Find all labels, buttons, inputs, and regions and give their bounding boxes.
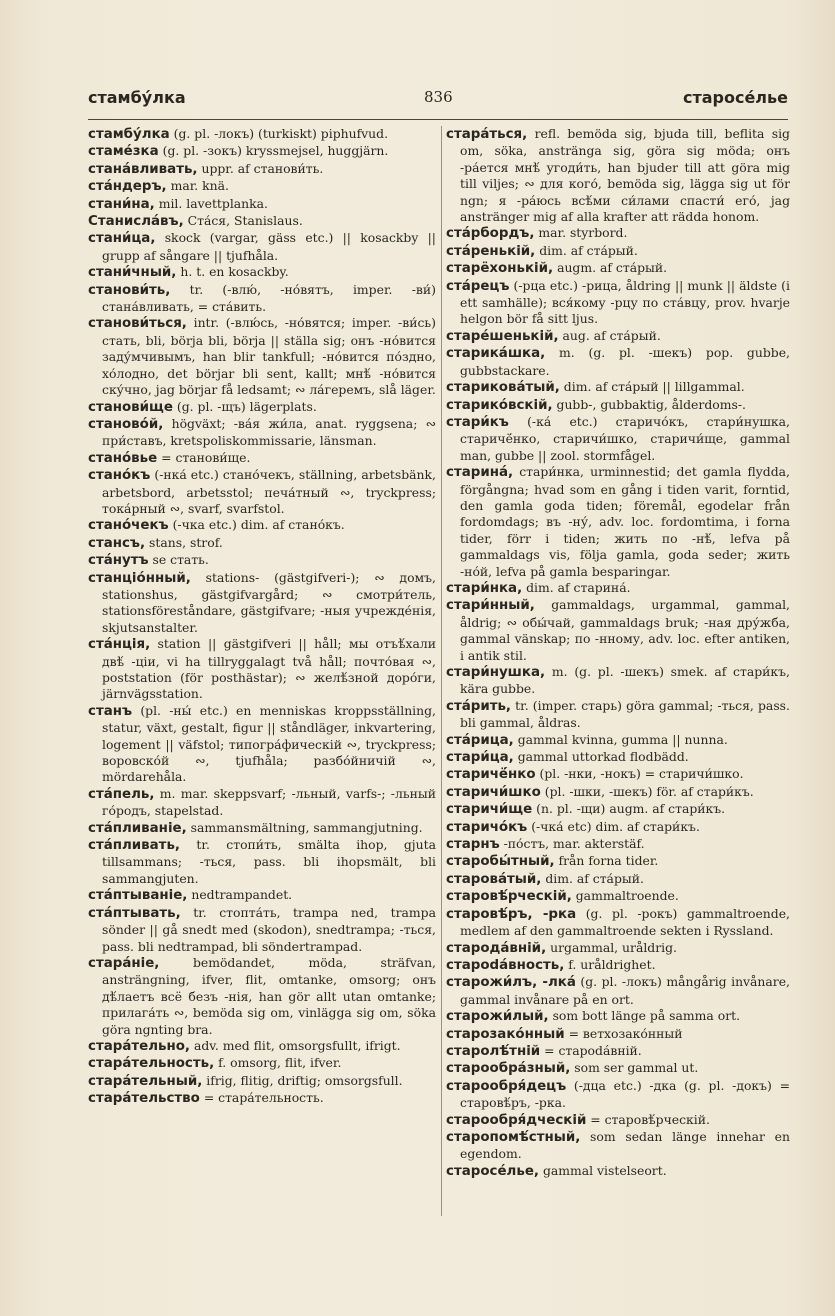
dictionary-entry (446, 906, 790, 940)
entry-definition: stans, strof. (149, 534, 223, 550)
entry-headword: старода́вній, (446, 940, 547, 956)
dictionary-entry (446, 801, 790, 818)
entry-definition: (-дца etc.) -дка (g. pl. -докъ) = старовѣ́ръ, -рка. (460, 1077, 790, 1111)
dictionary-entry (88, 213, 436, 230)
entry-headword: ста́ренькій, (446, 243, 536, 259)
entry-headword: старика́шка, (446, 346, 546, 362)
entry-headword: стари́нный, (446, 598, 535, 614)
entry-definition: se стать. (152, 552, 209, 568)
dictionary-entry (88, 955, 436, 1038)
dictionary-entry (446, 698, 790, 732)
entry-definition: nedtrampandet. (191, 887, 293, 903)
entry-headword: станъ (88, 703, 133, 719)
entry-definition: = старовѣ́рческій. (590, 1111, 710, 1127)
dictionary-entry (446, 957, 790, 974)
entry-definition: mar. knä. (170, 178, 229, 194)
entry-headword: станови́ще (88, 399, 173, 415)
entry-headword: ста́нутъ (88, 553, 149, 569)
entry-definition: dim. af ста́рый. (539, 242, 638, 258)
left-running-headword: стамбу́лка (88, 88, 186, 107)
entry-definition: = стара́тельность. (203, 1090, 324, 1106)
entry-definition: adv. med flit, omsorgsfullt, ifrigt. (193, 1037, 401, 1053)
entry-headword: ста́птываніе, (88, 888, 188, 904)
entry-definition: som bott länge på samma ort. (552, 1008, 741, 1024)
entry-headword: старовѣ́рческій, (446, 889, 572, 905)
entry-headword: стани́чный, (88, 265, 177, 281)
entry-headword: старобы́тный, (446, 854, 555, 870)
entry-definition: (pl. -шки, -шекъ) för. af стари́къ. (544, 783, 754, 799)
entry-headword: стани́ца, (88, 231, 156, 247)
entry-headword: стаме́зка (88, 144, 159, 160)
entry-definition: gammaltroende. (575, 888, 679, 904)
dictionary-entry (88, 905, 436, 955)
entry-definition: (-чка́ etc) dim. af стари́къ. (531, 818, 700, 834)
entry-definition: = ветхозако́нный (568, 1025, 683, 1041)
entry-definition: station || gästgifveri || håll; мы отъѣ́хали двѣ́ -ціи, vi ha tillryggalagt två håll; почто́вая ∾, poststation (för posthästar); ∾ желѣ́зной доро́ги, järnvägsstation. (102, 636, 436, 702)
entry-headword: стано́къ (88, 468, 151, 484)
entry-definition: (-нка́ etc.) стано́чекъ, ställning, arbetsbänk, arbetsbord, arbetsstol; печа́тный ∾, tryckpress; тока́рный ∾, svarf, svarfstol. (102, 467, 436, 516)
entry-definition: gammal kvinna, gumma || nunna. (517, 731, 728, 747)
entry-headword: стансъ, (88, 535, 146, 551)
entry-headword: стани́на, (88, 196, 155, 212)
dictionary-entry (446, 328, 790, 345)
dictionary-entry (446, 784, 790, 801)
entry-definition: = станови́ще. (161, 449, 251, 465)
dictionary-entry (446, 1129, 790, 1163)
entry-headword: стано́чекъ (88, 518, 169, 534)
entry-headword: стано́вье (88, 450, 158, 466)
dictionary-entry (88, 264, 436, 281)
entry-headword: старина́, (446, 465, 514, 481)
dictionary-entry (446, 888, 790, 905)
entry-definition: m. (g. pl. -шекъ) smek. af стари́къ, kära gubbe. (460, 664, 790, 697)
entry-headword: ста́рить, (446, 698, 512, 714)
dictionary-entry (88, 517, 436, 534)
dictionary-entry (88, 178, 436, 195)
entry-headword: старико́вскій, (446, 397, 553, 413)
dictionary-entry (446, 853, 790, 870)
entry-definition: (g. pl. -зокъ) kryssmejsel, huggjärn. (162, 143, 389, 159)
dictionary-entry (446, 766, 790, 783)
entry-definition: urgammal, uråldrig. (550, 939, 677, 955)
entry-headword: старичи́шко (446, 784, 541, 800)
dictionary-entry (88, 315, 436, 398)
dictionary-entry (446, 225, 790, 242)
dictionary-entry (446, 597, 790, 664)
entry-headword: старолѣ́тній (446, 1043, 541, 1059)
dictionary-entry (88, 703, 436, 786)
dictionary-entry (446, 397, 790, 414)
entry-definition: ifrig, flitig, driftig; omsorgsfull. (206, 1072, 403, 1088)
dictionary-entry (446, 414, 790, 464)
dictionary-entry (446, 871, 790, 888)
entry-headword: ста́птывать, (88, 905, 181, 921)
entry-definition: стари́нка, urminnestid; det gamla flydda, förgångna; hvad som en gång i tiden varit, forntid, den gamla goda tiden; föremål, egodelar från fordomdags; въ -ну́, adv. loc. fordomtima, i forna tider, förr i tiden; жить по -нѣ́, lefva på gammaldags vis, följa gamla, goda seder; жить -но́й, lefva på gamla besparingar. (460, 464, 790, 579)
entry-headword: стара́ніе, (88, 955, 160, 971)
entry-headword: старовѣ́ръ, -рка (446, 906, 577, 922)
entry-definition: gubb-, gubbaktig, ålderdoms-. (556, 396, 746, 412)
entry-headword: стара́ться, (446, 127, 528, 142)
entry-definition: (g. pl. -щъ) lägerplats. (176, 398, 317, 414)
entry-definition: tr. стопи́ть, smälta ihop, gjuta tillsammans; -ться, pass. bli ihopsmält, bli sammangjuten. (102, 837, 436, 886)
dictionary-entry (446, 1008, 790, 1025)
dictionary-entry (446, 1112, 790, 1129)
entry-definition: skock (vargar, gäss etc.) || kosackby || grupp af sångare || tjufhåla. (102, 230, 436, 263)
entry-definition: (n. pl. -щи) augm. af стари́къ. (536, 801, 726, 817)
entry-headword: стари́нка, (446, 580, 523, 596)
entry-definition: dim. af старина́. (526, 579, 631, 595)
entry-definition: tr. стопта́ть, trampa ned, trampa sönder || gå snedt med (skodon), snedtrampa; -ться, pass. bli nedtrampad, bli söndertrampad. (102, 904, 436, 954)
entry-headword: старнъ (446, 837, 500, 853)
entry-definition: gammaldags, urgammal, gammal, åldrig; ∾ обы́чай, gammaldags bruk; -ная дру́жба, gammal vänskap; по -нному, adv. loc. efter antiken, i antik stil. (460, 597, 790, 663)
dictionary-entry (446, 1043, 790, 1060)
dictionary-entry (88, 1055, 436, 1072)
entry-headword: старопомѣ́стный, (446, 1129, 581, 1145)
dictionary-entry (446, 278, 790, 328)
entry-headword: старичё́нко (446, 767, 536, 783)
entry-definition: (-рца etc.) -рица, åldring || munk || äldste (i ett samhälle); вся́кому -рцу по ста́вцу, prov. hvarje helgon bör få sitt ljus. (460, 277, 790, 327)
entry-headword: старозако́нный (446, 1026, 565, 1042)
entry-headword: стара́тельный, (88, 1073, 203, 1089)
entry-headword: стара́тельно, (88, 1038, 191, 1054)
entry-headword: старожи́лъ, -лка́ (446, 975, 576, 991)
entry-definition: dim. af ста́рый || lillgammal. (563, 379, 745, 395)
entry-definition: (pl. -ны́ etc.) en menniskas kroppsställning, statur, växt, gestalt, figur || ståndläger, inkvartering, logement || väfstol; типогра́фическій ∾, tryckpress; воровско́й ∾, tjufhåla; разбо́йничій ∾, mördarehåla. (102, 702, 436, 785)
dictionary-entry (88, 786, 436, 820)
entry-definition: = староdáвній. (544, 1042, 642, 1058)
entry-headword: старёхонькій, (446, 261, 554, 277)
entry-definition: refl. bemöda sig, bjuda till, beflita sig om, söka, anstränga sig, göra sig möda; онъ -ра́ется мнѣ́ угоди́ть, han bjuder till att göra mig till viljes; ∾ для кого́, bemöda sig, lägga sig ut för ngn; я -ра́юсь всѣ́ми си́лами спасти́ его́, jag anstränger mig af alla krafter att rädda honom. (460, 126, 790, 225)
dictionary-entry (446, 1060, 790, 1077)
entry-headword: ста́пливать, (88, 838, 181, 854)
dictionary-entry (88, 126, 436, 143)
dictionary-entry (446, 940, 790, 957)
dictionary-entry (88, 1073, 436, 1090)
dictionary-entry (446, 749, 790, 766)
dictionary-entry (446, 260, 790, 277)
entry-definition: f. omsorg, flit, ifver. (218, 1055, 342, 1071)
entry-definition: Ста́ся, Stanislaus. (187, 213, 303, 229)
entry-headword: ста́пливаніе, (88, 820, 187, 836)
dictionary-entry (88, 636, 436, 703)
entry-headword: станово́й, (88, 416, 164, 432)
entry-definition: högväxt; -ва́я жи́ла, anat. ryggsena; ∾ при́ставъ, kretspoliskommissarie, länsman. (102, 415, 436, 449)
entry-definition: tr. (imper. старь) göra gammal; -ться, pass. bli gammal, åldras. (460, 697, 790, 731)
entry-headword: старова́тый, (446, 871, 542, 887)
entry-definition: m. mar. skeppsvarf; -льный, varfs-; -льный го́родъ, stapelstad. (102, 785, 436, 819)
entry-definition: uppr. af станови́ть. (201, 160, 324, 176)
dictionary-entry (88, 196, 436, 213)
dictionary-entry (446, 836, 790, 853)
entry-definition: från forna tider. (558, 853, 659, 869)
dictionary-entry (88, 282, 436, 316)
entry-definition: gammal vistelseort. (542, 1162, 667, 1178)
entry-headword: старообра́зный, (446, 1061, 571, 1077)
dictionary-entry (88, 450, 436, 467)
dictionary-entry (446, 345, 790, 379)
dictionary-entry (88, 230, 436, 264)
dictionary-entry (88, 570, 436, 637)
entry-headword: ста́нція, (88, 637, 151, 653)
dictionary-entry (88, 820, 436, 837)
entry-definition: (g. pl. -локъ) (turkiskt) piphufvud. (173, 126, 389, 141)
entry-headword: старе́шенькій, (446, 328, 559, 344)
entry-definition: tr. (-влю́, -но́вятъ, imper. -ви́) стана́вливать, = ста́вить. (102, 281, 436, 315)
entry-headword: Станисла́въ, (88, 214, 184, 230)
left-column (88, 126, 436, 1226)
dictionary-entry (88, 1038, 436, 1055)
dictionary-entry (88, 535, 436, 552)
dictionary-entry (88, 161, 436, 178)
dictionary-entry (446, 1163, 790, 1180)
entry-headword: стари́нушка, (446, 665, 546, 680)
dictionary-entry (446, 126, 790, 225)
entry-headword: старичи́ще (446, 802, 533, 818)
dictionary-entry (446, 819, 790, 836)
entry-definition: (g. pl. -локъ) mångårig invånare, gammal invånare på en ort. (460, 974, 790, 1007)
entry-definition: (-ка́ etc.) старичо́къ, стари́нушка, старичё́нко, старичи́шко, старичи́ще, gammal man, gubbe || zool. stormfågel. (460, 413, 790, 463)
entry-headword: ста́рецъ (446, 278, 510, 294)
entry-definition: stations- (gästgifveri-); ∾ домъ, stationshus, gästgifvargård; ∾ смотри́тель, stationsföreståndare, gästgifvare; -ныя учрежде́нія, skjutsanstalter. (102, 569, 436, 635)
page-header (88, 86, 788, 112)
entry-headword: староdáвность, (446, 957, 565, 973)
entry-definition: bemödandet, möda, sträfvan, ansträngning, ifver, flit, omtanke, omsorg; онъ дѣ́лаетъ всё безъ -нія, han gör allt utan omtanke; прилага́ть ∾, bemöda sig om, vinlägga sig om, söka göra ngnting bra. (102, 954, 436, 1037)
entry-headword: ста́рбордъ, (446, 226, 535, 242)
entry-definition: som sedan länge innehar en egendom. (460, 1128, 790, 1162)
entry-definition: mil. lavettplanka. (158, 195, 268, 211)
entry-definition: (pl. -нки, -нокъ) = старичи́шко. (539, 766, 744, 782)
dictionary-entry (446, 1078, 790, 1112)
dictionary-entry (88, 399, 436, 416)
entry-headword: стари́къ (446, 414, 509, 430)
dictionary-entry (446, 243, 790, 260)
entry-headword: старикова́тый, (446, 380, 560, 396)
entry-definition: aug. af ста́рый. (562, 327, 661, 343)
entry-headword: старосе́лье, (446, 1163, 539, 1179)
column-divider (441, 126, 442, 1216)
entry-definition: som ser gammal ut. (574, 1060, 699, 1076)
dictionary-entry (446, 664, 790, 698)
dictionary-entry (446, 732, 790, 749)
entry-definition: (g. pl. -рокъ) gammaltroende, medlem af den gammaltroende sekten i Ryssland. (460, 905, 790, 939)
entry-definition: mar. styrbord. (538, 225, 628, 241)
entry-definition: gammal uttorkad flodbädd. (517, 749, 689, 765)
dictionary-entry (446, 379, 790, 396)
entry-headword: старообря́децъ (446, 1078, 567, 1094)
dictionary-entry (88, 467, 436, 517)
dictionary-entry (88, 1090, 436, 1107)
entry-headword: ста́рица, (446, 732, 514, 748)
entry-headword: старичо́къ (446, 819, 528, 835)
page-number: 836 (424, 88, 453, 106)
right-column (446, 126, 790, 1226)
entry-headword: стана́вливать, (88, 161, 198, 177)
right-running-headword: старосе́лье (682, 88, 788, 107)
entry-definition: sammansmältning, sammangjutning. (190, 819, 423, 835)
entry-headword: стара́тельность, (88, 1056, 215, 1072)
entry-headword: станціо́нный, (88, 570, 191, 586)
dictionary-entry (446, 580, 790, 597)
dictionary-entry (88, 143, 436, 160)
entry-headword: стара́тельство (88, 1091, 200, 1107)
entry-headword: старообря́дческій (446, 1112, 587, 1128)
entry-headword: стамбу́лка (88, 127, 170, 142)
entry-headword: станови́ть, (88, 282, 171, 298)
entry-definition: augm. af ста́рый. (557, 260, 668, 276)
entry-definition: f. uråldrighet. (568, 956, 656, 972)
dictionary-entry (88, 552, 436, 569)
entry-headword: ста́пель, (88, 786, 155, 802)
entry-headword: стари́ца, (446, 750, 514, 766)
entry-headword: старожи́лый, (446, 1009, 549, 1025)
entry-definition: h. t. en kosackby. (180, 264, 289, 280)
dictionary-entry (88, 837, 436, 887)
dictionary-entry (88, 887, 436, 904)
dictionary-entry (446, 1026, 790, 1043)
dictionary-entry (446, 464, 790, 580)
entry-definition: dim. af ста́рый. (545, 870, 644, 886)
entry-definition: (-чка etc.) dim. af стано́къ. (172, 517, 345, 533)
entry-headword: ста́ндеръ, (88, 179, 167, 195)
dictionary-entry (446, 974, 790, 1008)
header-rule (88, 119, 788, 120)
entry-definition: -по́стъ, mar. akterstäf. (503, 836, 645, 852)
dictionary-entry (88, 416, 436, 450)
entry-definition: intr. (-влю́сь, -но́вятся; imper. -ви́сь) стать, bli, börja bli, börja || ställa sig; онъ -но́вится заду́мчивымъ, han blir tankfull; -но́вится по́здно, хо́лодно, det börjar bli sent, kallt; мнѣ́ -но́вится ску́чно, jag börjar få ledsamt; ∾ ла́геремъ, slå läger. (102, 315, 436, 398)
entry-headword: станови́ться, (88, 316, 187, 332)
entry-definition: m. (g. pl. -шекъ) pop. gubbe, gubbstackare. (460, 345, 790, 378)
